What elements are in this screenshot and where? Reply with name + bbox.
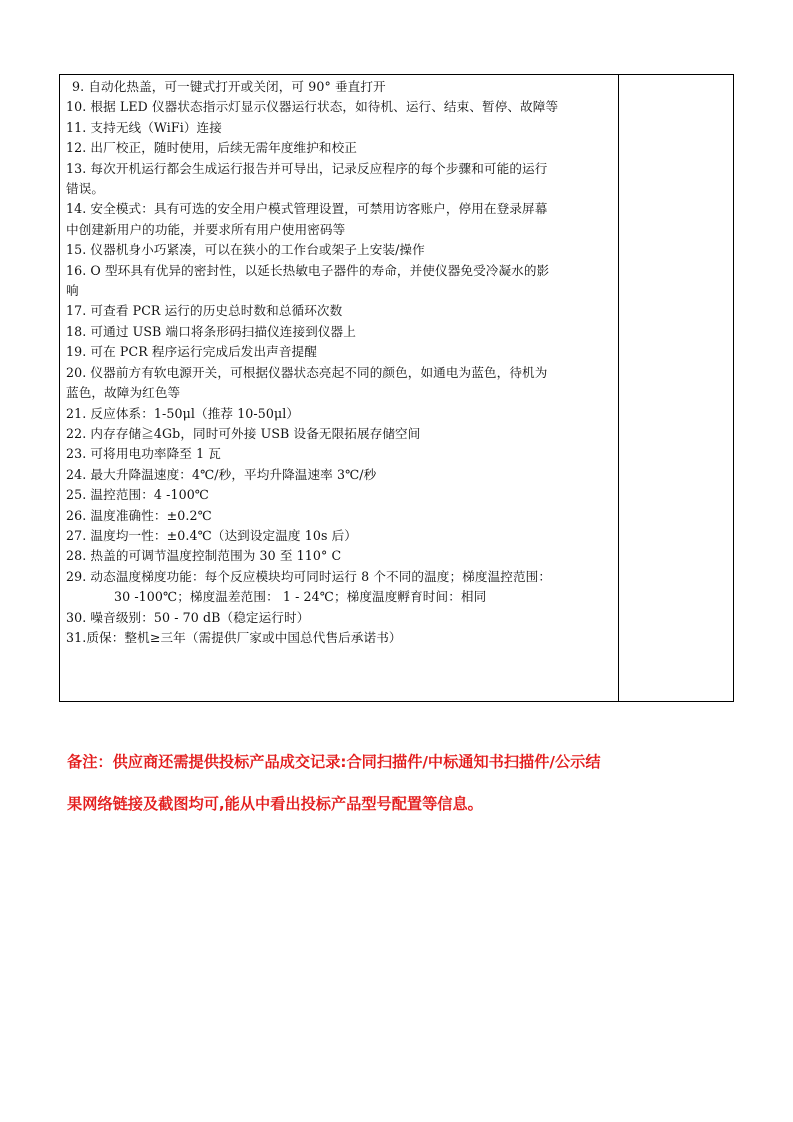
spec-line: 响: [66, 283, 79, 299]
spec-line: 中创建新用户的功能，并要求所有用户使用密码等: [66, 221, 346, 237]
spec-line: 30. 噪音级别：50 - 70 dB（稳定运行时）: [66, 609, 310, 625]
spec-line: 16. O 型环具有优异的密封性，以延长热敏电子器件的寿命，并使仪器免受冷凝水的影: [66, 262, 550, 278]
spec-line: 23. 可将用电功率降至 1 瓦: [66, 446, 221, 462]
spec-line: 28. 热盖的可调节温度控制范围为 30 至 110° C: [66, 548, 342, 564]
empty-cell: [619, 75, 734, 702]
spec-line: 9. 自动化热盖，可一键式打开或关闭，可 90° 垂直打开: [72, 79, 386, 94]
remark-line-1: 备注：供应商还需提供投标产品成交记录:合同扫描件/中标通知书扫描件/公示结: [67, 753, 601, 771]
spec-line: 18. 可通过 USB 端口将条形码扫描仪连接到仪器上: [66, 323, 356, 339]
spec-line: 11. 支持无线（WiFi）连接: [66, 119, 222, 135]
spec-line: 13. 每次开机运行都会生成运行报告并可导出，记录反应程序的每个步骤和可能的运行: [66, 160, 548, 176]
spec-line: 12. 出厂校正，随时使用，后续无需年度维护和校正: [66, 140, 357, 156]
spec-line: 10. 根据 LED 仪器状态指示灯显示仪器运行状态，如待机、运行、结束、暂停、故障等: [66, 99, 559, 115]
spec-line: 15. 仪器机身小巧紧凑，可以在狭小的工作台或架子上安装/操作: [66, 242, 425, 258]
spec-table: [59, 74, 734, 702]
spec-line: 19. 可在 PCR 程序运行完成后发出声音提醒: [66, 344, 317, 360]
spec-line: 24. 最大升降温速度：4℃/秒，平均升降温速率 3℃/秒: [66, 466, 377, 482]
spec-line: 14. 安全模式：具有可选的安全用户模式管理设置，可禁用访客账户，停用在登录屏幕: [66, 201, 548, 217]
spec-line: 21. 反应体系：1-50μl（推荐 10-50μl）: [66, 405, 300, 421]
spec-line: 31.质保：整机≥三年（需提供厂家或中国总代售后承诺书）: [66, 629, 402, 645]
table-row: [60, 75, 734, 702]
spec-line: 27. 温度均一性：±0.4℃（达到设定温度 10s 后）: [66, 527, 358, 543]
spec-line: 22. 内存存储≧4Gb，同时可外接 USB 设备无限拓展存储空间: [66, 425, 421, 441]
spec-cell: [60, 75, 619, 702]
spec-line: 26. 温度准确性：±0.2℃: [66, 507, 212, 523]
spec-line: 20. 仪器前方有软电源开关，可根据仪器状态亮起不同的颜色，如通电为蓝色，待机为: [66, 364, 548, 380]
spec-line: 错误。: [66, 181, 105, 197]
remark-line-2: 果网络链接及截图均可,能从中看出投标产品型号配置等信息。: [67, 795, 483, 813]
spec-line: 29. 动态温度梯度功能：每个反应模块均可同时运行 8 个不同的温度；梯度温控范围：: [66, 568, 552, 584]
spec-line: 蓝色，故障为红色等: [66, 385, 181, 401]
spec-line: 30 -100℃；梯度温差范围： 1 - 24℃；梯度温度孵育时间：相同: [114, 589, 487, 605]
spec-line: 17. 可查看 PCR 运行的历史总时数和总循环次数: [66, 303, 343, 319]
spec-line: 25. 温控范围：4 -100℃: [66, 487, 209, 503]
